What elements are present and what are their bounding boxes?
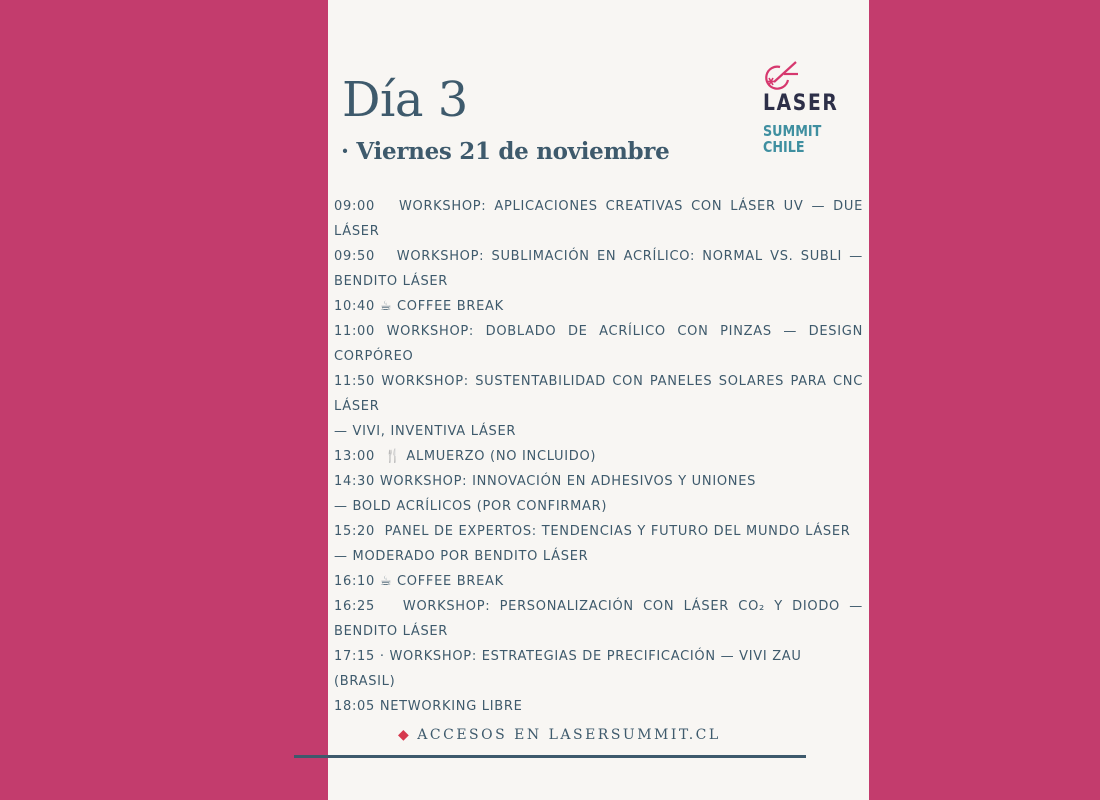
schedule-item: 16:10 ☕ COFFEE BREAK — [334, 574, 504, 589]
access-link — [398, 727, 721, 743]
schedule-list — [334, 194, 863, 719]
schedule-item: 17:15 · WORKSHOP: ESTRATEGIAS DE PRECIFICACIÓN — VIVI ZAU (BRASIL) — [334, 649, 802, 689]
ticket-icon: ◆ — [398, 727, 412, 743]
schedule-item-continuation: — MODERADO POR BENDITO LÁSER — [334, 549, 589, 564]
schedule-item: 11:00 WORKSHOP: DOBLADO DE ACRÍLICO CON PINZAS — DESIGN CORPÓREO — [334, 324, 863, 364]
logo-word-laser: LASER — [763, 91, 839, 116]
schedule-item: 14:30 WORKSHOP: INNOVACIÓN EN ADHESIVOS Y UNIONES — [334, 474, 757, 489]
day-date: · Viernes 21 de noviembre — [341, 138, 670, 165]
schedule-item: 13:00 🍴 ALMUERZO (NO INCLUIDO) — [334, 449, 597, 464]
schedule-item: 09:50 WORKSHOP: SUBLIMACIÓN EN ACRÍLICO: NORMAL VS. SUBLI — BENDITO LÁSER — [334, 249, 863, 289]
schedule-item: 15:20 PANEL DE EXPERTOS: TENDENCIAS Y FUTURO DEL MUNDO LÁSER — [334, 524, 851, 539]
schedule-card — [328, 0, 869, 800]
logo-word-summit: SUMMIT — [763, 122, 822, 140]
access-text: ACCESOS EN LASERSUMMIT.CL — [417, 727, 721, 743]
schedule-item: 10:40 ☕ COFFEE BREAK — [334, 299, 504, 314]
logo-word-chile: CHILE — [763, 138, 805, 156]
schedule-item: 16:25 WORKSHOP: PERSONALIZACIÓN CON LÁSER CO₂ Y DIODO — BENDITO LÁSER — [334, 599, 863, 639]
schedule-item-continuation: — VIVI, INVENTIVA LÁSER — [334, 424, 517, 439]
schedule-item: 09:00 WORKSHOP: APLICACIONES CREATIVAS CON LÁSER UV — DUE LÁSER — [334, 199, 864, 239]
laser-summit-logo — [760, 60, 840, 160]
schedule-item: 11:50 WORKSHOP: SUSTENTABILIDAD CON PANELES SOLARES PARA CNC LÁSER — [334, 374, 863, 414]
schedule-item: 18:05 NETWORKING LIBRE — [334, 699, 523, 714]
schedule-item-continuation: — BOLD ACRÍLICOS (POR CONFIRMAR) — [334, 499, 608, 514]
divider-line — [294, 755, 806, 758]
page-title: Día 3 — [342, 72, 468, 128]
